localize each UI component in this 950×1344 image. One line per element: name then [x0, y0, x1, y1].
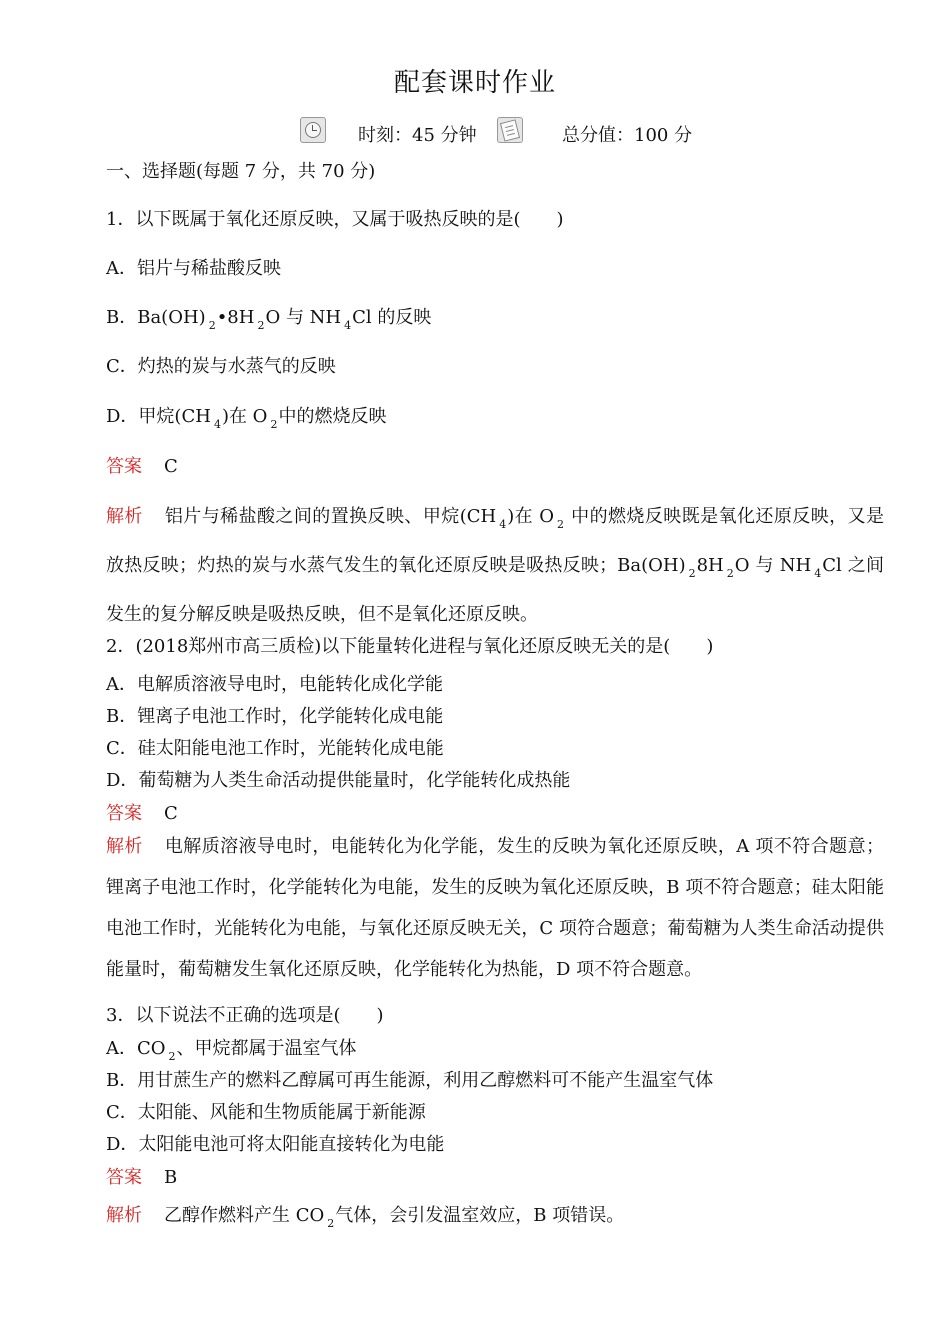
- answer-label: 答案: [106, 803, 142, 824]
- question-2-stem: 2．(2018郑州市高三质检)以下能量转化进程与氧化还原反映无关的是( ): [106, 636, 714, 657]
- question-2-option-c: C．硅太阳能电池工作时，光能转化成电能: [106, 738, 444, 759]
- question-3-option-d: D．太阳能电池可将太阳能直接转化为电能: [106, 1134, 445, 1155]
- question-3-option-b: B．用甘蔗生产的燃料乙醇属可再生能源，利用乙醇燃料可不能产生温室气体: [106, 1070, 714, 1091]
- question-1-answer: 答案 C: [106, 456, 178, 477]
- page-title: 配套课时作业: [393, 68, 556, 98]
- clock-icon: [300, 117, 326, 143]
- time-label: 时刻：45 分钟: [358, 125, 477, 146]
- analysis-label: 解析: [106, 506, 143, 527]
- question-3-option-a: A．CO $_2$、甲烷都属于温室气体: [106, 1038, 357, 1063]
- question-1-option-d: D．甲烷(CH $_4$)在 O $_2$中的燃烧反映: [106, 406, 387, 431]
- question-2-option-b: B．锂离子电池工作时，化学能转化成电能: [106, 706, 444, 727]
- question-1-analysis: 解析 铝片与稀盐酸之间的置换反映、甲烷(CH $_4$)在 O $_2$ 中的燃烧反映既是氧化还原反映，又是放热反映；灼热的炭与水蒸气发生的氧化还原反映是吸热反映；Ba(OH) $_2$8H $_2$O 与 NH $_4$Cl 之间发生的复分解反映是吸热反映，但不是氧化还原反映。: [106, 506, 884, 625]
- question-2-analysis: 解析 电解质溶液导电时，电能转化为化学能，发生的反映为氧化还原反映，A 项不符合题意；锂离子电池工作时，化学能转化为电能，发生的反映为氧化还原反映，B 项不符合题意；硅太阳能电池工作时，光能转化为电能，与氧化还原反映无关，C 项符合题意；葡萄糖为人类生命活动提供能量时，葡萄糖发生氧化还原反映，化学能转化为热能，D 项不符合题意。: [106, 836, 885, 980]
- question-3-answer: 答案 B: [106, 1167, 178, 1188]
- document-icon: [497, 117, 523, 143]
- question-1-option-c: C．灼热的炭与水蒸气的反映: [106, 356, 336, 377]
- analysis-label: 解析: [106, 1205, 142, 1226]
- question-3-option-c: C．太阳能、风能和生物质能属于新能源: [106, 1102, 426, 1123]
- question-2-answer: 答案 C: [106, 803, 178, 824]
- question-2-option-d: D．葡萄糖为人类生命活动提供能量时，化学能转化成热能: [106, 770, 571, 791]
- question-1-option-a: A．铝片与稀盐酸反映: [106, 258, 281, 279]
- answer-label: 答案: [106, 456, 142, 477]
- question-2-option-a: A．电解质溶液导电时，电能转化成化学能: [106, 674, 443, 695]
- section-heading: 一、选择题(每题 7 分，共 70 分): [106, 161, 376, 182]
- question-3-analysis: 解析 乙醇作燃料产生 CO $_2$气体，会引发温室效应，B 项错误。: [106, 1205, 625, 1230]
- question-3-stem: 3．以下说法不正确的选项是( ): [106, 1005, 384, 1026]
- answer-label: 答案: [106, 1167, 142, 1188]
- score-label: 总分值：100 分: [562, 125, 693, 146]
- question-1-option-b: B．Ba(OH) $_2$•8H $_2$O 与 NH $_4$Cl 的反映: [106, 307, 432, 332]
- analysis-label: 解析: [106, 836, 143, 857]
- question-1-stem: 1．以下既属于氧化还原反映，又属于吸热反映的是( ): [106, 209, 564, 230]
